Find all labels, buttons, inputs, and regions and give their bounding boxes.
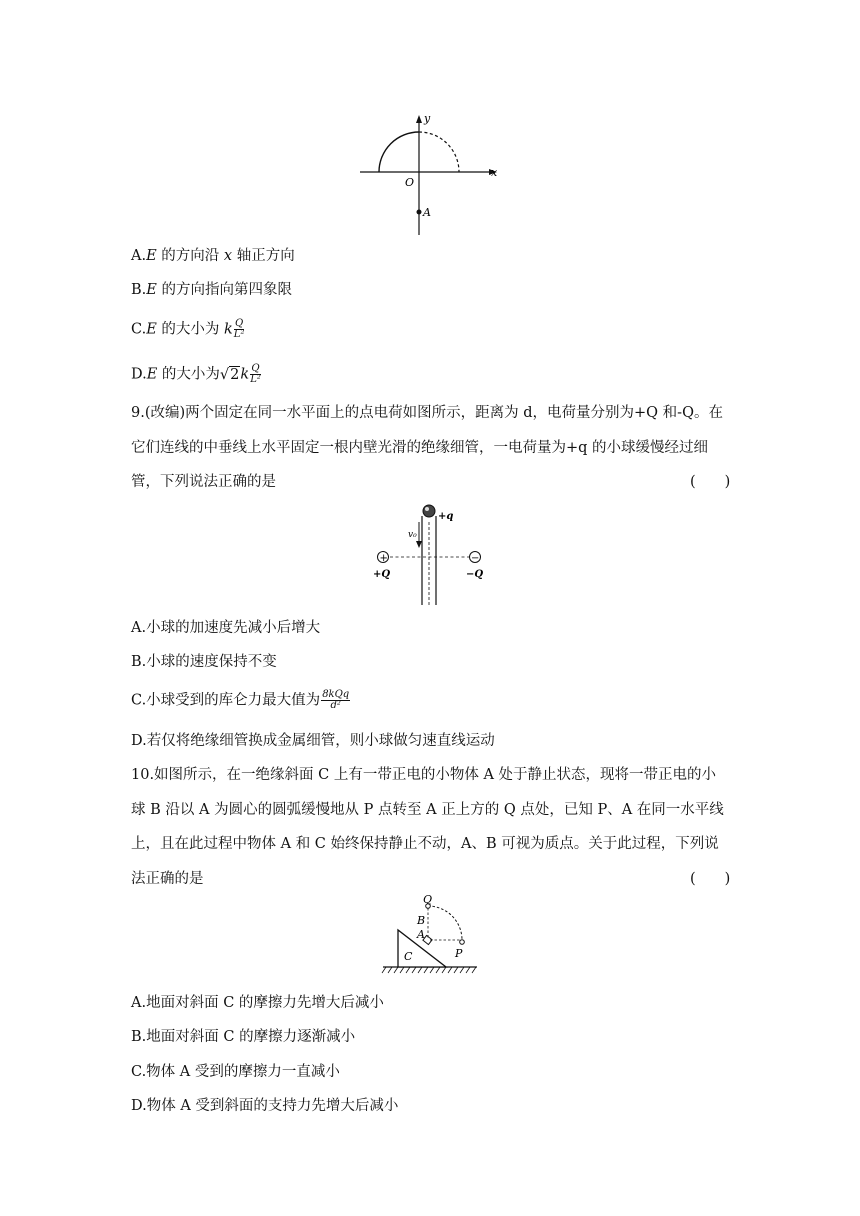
- plus-sign: +: [379, 553, 388, 564]
- label-a: A: [417, 928, 425, 941]
- figure-incline-arc: [380, 894, 480, 976]
- y-axis-label: y: [424, 112, 431, 125]
- q8-option-b[interactable]: B.E 的方向指向第四象限: [131, 282, 292, 298]
- q9-option-d[interactable]: D.若仅将绝缘细管换成金属细管，则小球做匀速直线运动: [131, 733, 495, 749]
- label-q: Q: [423, 894, 433, 906]
- q10-option-d[interactable]: D.物体 A 受到斜面的支持力先增大后减小: [131, 1098, 399, 1114]
- minus-sign: −: [471, 553, 480, 564]
- q9-answer-blank[interactable]: ( ): [690, 474, 731, 490]
- q9-option-c[interactable]: C.小球受到的库仑力最大值为 $\frac{\text{8kQq}}{\text{d²}}$: [131, 689, 350, 711]
- label-v0: v₀: [408, 530, 417, 540]
- x-axis-label: x: [491, 166, 498, 179]
- label-b: B: [417, 914, 426, 927]
- q10-stem-line-3: 上，且在此过程中物体 A 和 C 始终保持静止不动，A、B 可视为质点。关于此过程，下列说: [131, 836, 719, 852]
- figure-charges-tube: [368, 500, 498, 608]
- q9-stem-line-2: 它们连线的中垂线上水平固定一根内壁光滑的绝缘细管，一电荷量为+q 的小球缓慢经过细: [131, 440, 709, 456]
- fraction: $\frac{Q}{\text{L²}}$: [233, 318, 245, 340]
- q8-option-d[interactable]: D.E 的大小为√2k $\frac{Q}{\text{L²}}$: [131, 363, 261, 385]
- label-plus-q: +q: [438, 511, 454, 522]
- q9-stem-line-1: 9.(改编)两个固定在同一水平面上的点电荷如图所示，距离为 d，电荷量分别为+Q 和-Q。在: [131, 405, 723, 421]
- label-c: C: [404, 950, 413, 963]
- q10-option-a[interactable]: A.地面对斜面 C 的摩擦力先增大后减小: [131, 995, 384, 1011]
- figure-semicircle-axes: [355, 110, 505, 240]
- q9-option-b[interactable]: B.小球的速度保持不变: [131, 654, 277, 670]
- sqrt-symbol: √2: [219, 366, 240, 383]
- q10-stem-line-2: 球 B 沿以 A 为圆心的圆弧缓慢地从 P 点转至 A 正上方的 Q 点处，已知 P、A 在同一水平线: [131, 802, 724, 818]
- q10-option-c[interactable]: C.物体 A 受到的摩擦力一直减小: [131, 1064, 340, 1080]
- q10-answer-blank[interactable]: ( ): [690, 871, 731, 887]
- point-a-label: A: [423, 206, 431, 219]
- q10-stem-line-1: 10.如图所示，在一绝缘斜面 C 上有一带正电的小物体 A 处于静止状态，现将一带正电的小: [131, 767, 717, 783]
- q9-option-a[interactable]: A.小球的加速度先减小后增大: [131, 620, 321, 636]
- fraction: $\frac{Q}{\text{L²}}$: [250, 363, 261, 385]
- q9-stem-line-3: 管，下列说法正确的是: [131, 474, 276, 490]
- label-minus-Q: −Q: [466, 569, 484, 580]
- label-plus-Q: +Q: [373, 569, 391, 580]
- fraction: $\frac{\text{8kQq}}{\text{d²}}$: [322, 689, 350, 711]
- q10-stem-line-4: 法正确的是: [131, 871, 204, 887]
- q8-option-c[interactable]: C.E 的大小为 k $\frac{Q}{\text{L²}}$: [131, 318, 245, 340]
- q10-option-b[interactable]: B.地面对斜面 C 的摩擦力逐渐减小: [131, 1029, 356, 1045]
- origin-label: O: [405, 176, 415, 189]
- q8-option-a[interactable]: A.E 的方向沿 x 轴正方向: [131, 248, 295, 264]
- label-p: P: [455, 947, 463, 960]
